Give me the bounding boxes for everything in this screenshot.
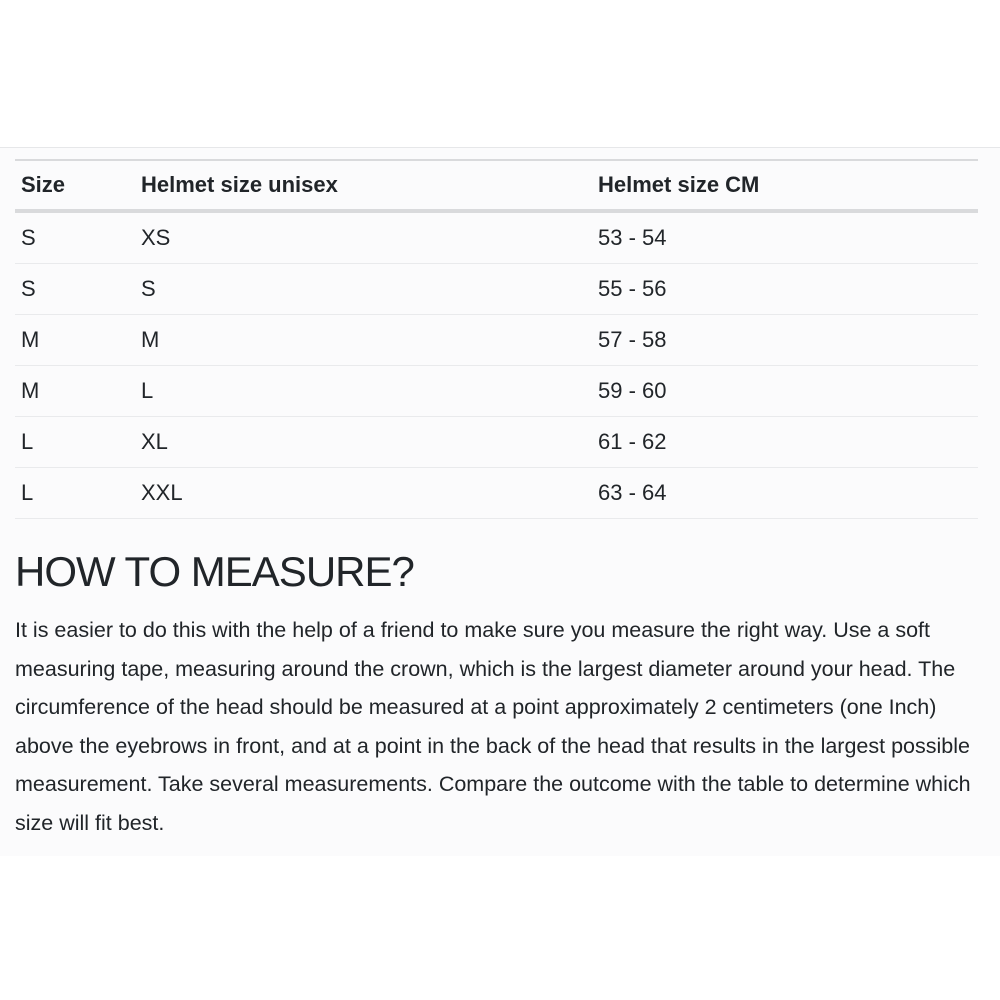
size-cell: M — [15, 366, 135, 417]
size-cell: L — [15, 417, 135, 468]
how-to-measure-heading: HOW TO MEASURE? — [15, 548, 414, 595]
table-row — [15, 315, 978, 366]
column-header-size: Size — [15, 160, 135, 211]
size-cell: S — [15, 264, 135, 315]
table-row — [15, 211, 978, 264]
unisex-cell: L — [135, 366, 592, 417]
size-chart-table — [15, 159, 978, 519]
measuring-instructions-paragraph: It is easier to do this with the help of a friend to make sure you measure the right way. Use a soft measuring tape, measuring around the crown, which is the largest diameter around your head. The circumference of the head should be measured at a point approximately 2 centimeters (one Inch) above the eyebrows in front, and at a point in the back of the head that results in the largest possible measurement. Take several measurements. Compare the outcome with the table to determine which size will fit best. — [15, 618, 971, 835]
table-row — [15, 366, 978, 417]
size-chart-wrapper — [15, 159, 978, 519]
cm-cell: 63 - 64 — [592, 468, 978, 519]
cm-cell: 61 - 62 — [592, 417, 978, 468]
size-guide-section — [0, 147, 1000, 856]
cm-cell: 55 - 56 — [592, 264, 978, 315]
unisex-cell: S — [135, 264, 592, 315]
unisex-cell: M — [135, 315, 592, 366]
unisex-cell: XL — [135, 417, 592, 468]
size-cell: L — [15, 468, 135, 519]
cm-cell: 57 - 58 — [592, 315, 978, 366]
cm-cell: 59 - 60 — [592, 366, 978, 417]
unisex-cell: XS — [135, 211, 592, 264]
table-row — [15, 468, 978, 519]
table-row — [15, 264, 978, 315]
column-header-cm: Helmet size CM — [592, 160, 978, 211]
cm-cell: 53 - 54 — [592, 211, 978, 264]
table-header-row — [15, 160, 978, 211]
size-cell: M — [15, 315, 135, 366]
column-header-unisex: Helmet size unisex — [135, 160, 592, 211]
table-row — [15, 417, 978, 468]
size-cell: S — [15, 211, 135, 264]
unisex-cell: XXL — [135, 468, 592, 519]
